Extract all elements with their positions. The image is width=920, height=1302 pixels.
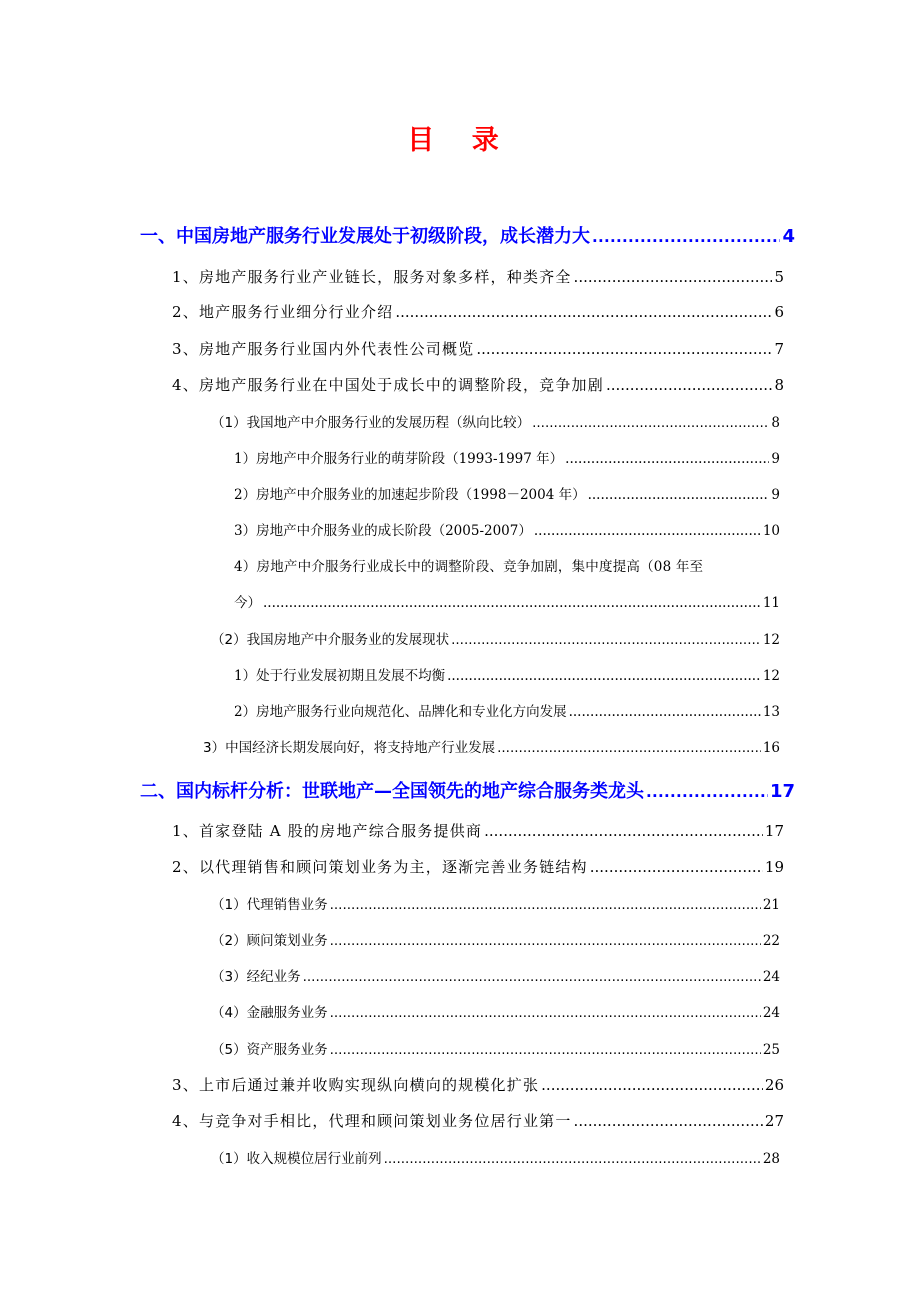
toc-page-number: 5 <box>774 268 784 286</box>
toc-entry-text: 3、房地产服务行业国内外代表性公司概览 <box>172 340 475 358</box>
toc-chapter-2[interactable] <box>140 777 795 803</box>
toc-entry-text: 2、地产服务行业细分行业介绍 <box>172 303 394 321</box>
toc-leader-dots <box>330 933 761 949</box>
toc-page-number: 13 <box>762 704 780 720</box>
toc-entry-text: （1）收入规模位居行业前列 <box>211 1151 382 1167</box>
toc-leader-dots <box>574 268 773 286</box>
toc-leader-dots <box>330 897 761 913</box>
toc-page-number: 26 <box>764 1076 784 1094</box>
toc-item-6[interactable] <box>234 700 780 720</box>
toc-leader-dots <box>384 1151 761 1167</box>
toc-subsection-2-2-2[interactable] <box>211 929 780 949</box>
toc-subsection-2-2-5[interactable] <box>211 1038 780 1058</box>
toc-leader-dots <box>330 1042 761 1058</box>
toc-entry-text: （2）我国房地产中介服务业的发展现状 <box>211 632 450 648</box>
toc-page-number: 17 <box>764 822 784 840</box>
toc-entry-text: 1）处于行业发展初期且发展不均衡 <box>234 668 446 684</box>
toc-page-number: 21 <box>762 897 780 913</box>
toc-item-4-line1[interactable]: 4）房地产中介服务行业成长中的调整阶段、竞争加剧，集中度提高（08 年至 <box>234 559 704 575</box>
toc-leader-dots <box>541 1076 763 1094</box>
toc-page-number: 12 <box>762 668 780 684</box>
toc-leader-dots <box>451 632 761 648</box>
toc-page-number: 16 <box>762 740 780 756</box>
toc-item-5[interactable] <box>234 664 780 684</box>
toc-leader-dots <box>590 858 763 876</box>
toc-entry-text: 二、国内标杆分析：世联地产—全国领先的地产综合服务类龙头 <box>140 781 644 802</box>
toc-entry-text: 1、房地产服务行业产业链长，服务对象多样，种类齐全 <box>172 268 572 286</box>
toc-section-2-3[interactable] <box>172 1074 784 1095</box>
toc-page-number: 28 <box>762 1151 780 1167</box>
toc-entry-text: 4、与竞争对手相比，代理和顾问策划业务位居行业第一 <box>172 1112 572 1130</box>
toc-entry-text: 3）中国经济长期发展向好，将支持地产行业发展 <box>203 740 496 756</box>
toc-subsection-1-4-1[interactable] <box>211 411 780 431</box>
toc-entry-text: （1）我国地产中介服务行业的发展历程（纵向比较） <box>211 415 531 431</box>
toc-leader-dots <box>395 303 772 321</box>
toc-entry-text: （5）资产服务业务 <box>211 1042 328 1058</box>
toc-page-number: 8 <box>771 415 780 431</box>
toc-page-number: 22 <box>762 933 780 949</box>
toc-entry-text: （1）代理销售业务 <box>211 897 328 913</box>
toc-entry-text: 一、中国房地产服务行业发展处于初级阶段，成长潜力大 <box>140 226 590 247</box>
toc-entry-text: 1、首家登陆 A 股的房地产综合服务提供商 <box>172 822 483 840</box>
toc-leader-dots <box>263 595 761 611</box>
toc-page-number: 27 <box>764 1112 784 1130</box>
toc-leader-dots <box>447 668 761 684</box>
toc-page-number: 10 <box>762 523 780 539</box>
toc-item-2[interactable] <box>234 483 780 503</box>
toc-page-number: 6 <box>774 303 784 321</box>
toc-leader-dots <box>476 340 772 358</box>
toc-leader-dots <box>532 415 769 431</box>
toc-leader-dots <box>534 523 761 539</box>
toc-page-number: 17 <box>769 781 795 802</box>
toc-item-3[interactable] <box>234 519 780 539</box>
toc-entry-text: 2）房地产服务行业向规范化、品牌化和专业化方向发展 <box>234 704 567 720</box>
toc-section-1-1[interactable] <box>172 266 784 287</box>
toc-entry-text: 2、以代理销售和顾问策划业务为主，逐渐完善业务链结构 <box>172 858 588 876</box>
toc-subsection-2-4-1[interactable] <box>211 1147 780 1167</box>
toc-page-number: 7 <box>774 340 784 358</box>
toc-leader-dots <box>565 451 769 467</box>
toc-page-number: 9 <box>771 487 780 503</box>
toc-section-1-4[interactable] <box>172 374 784 395</box>
toc-page-number: 24 <box>762 1005 780 1021</box>
toc-item-4[interactable] <box>234 591 780 611</box>
toc-entry-text: （4）金融服务业务 <box>211 1005 328 1021</box>
page-title: 目 录 <box>407 125 513 156</box>
toc-entry-text: 2）房地产中介服务业的加速起步阶段（1998－2004 年） <box>234 487 586 503</box>
toc-leader-dots <box>574 1112 763 1130</box>
toc-page-number: 4 <box>782 226 795 247</box>
toc-page-number: 12 <box>762 632 780 648</box>
toc-chapter-1[interactable] <box>140 222 795 248</box>
toc-subsection-1-4-2[interactable] <box>211 628 780 648</box>
toc-page-number: 9 <box>771 451 780 467</box>
toc-leader-dots <box>588 487 770 503</box>
toc-leader-dots <box>330 1005 761 1021</box>
toc-entry-text: 3）房地产中介服务业的成长阶段（2005-2007） <box>234 523 532 539</box>
toc-subsection-2-2-3[interactable] <box>211 965 780 985</box>
toc-page-number: 25 <box>762 1042 780 1058</box>
toc-page-number: 24 <box>762 969 780 985</box>
toc-section-2-4[interactable] <box>172 1110 784 1131</box>
toc-item-7[interactable] <box>203 736 780 756</box>
toc-leader-dots <box>484 822 763 840</box>
toc-entry-text: 3、上市后通过兼并收购实现纵向横向的规模化扩张 <box>172 1076 540 1094</box>
toc-item-1[interactable] <box>234 447 780 467</box>
toc-subsection-2-2-4[interactable] <box>211 1001 780 1021</box>
toc-entry-text: 今） <box>234 595 261 611</box>
toc-leader-dots <box>592 226 780 247</box>
toc-section-1-3[interactable] <box>172 338 784 359</box>
toc-leader-dots <box>606 376 773 394</box>
toc-page-number: 11 <box>762 595 780 611</box>
toc-subsection-2-2-1[interactable] <box>211 893 780 913</box>
toc-entry-text: （2）顾问策划业务 <box>211 933 328 949</box>
toc-entry-text: 4、房地产服务行业在中国处于成长中的调整阶段，竞争加剧 <box>172 376 604 394</box>
toc-leader-dots <box>646 781 768 802</box>
toc-leader-dots <box>303 969 761 985</box>
toc-entry-text: （3）经纪业务 <box>211 969 301 985</box>
toc-section-2-1[interactable] <box>172 820 784 841</box>
toc-section-2-2[interactable] <box>172 856 784 877</box>
toc-section-1-2[interactable] <box>172 301 784 322</box>
toc-leader-dots <box>569 704 761 720</box>
toc-page-number: 8 <box>774 376 784 394</box>
toc-leader-dots <box>497 740 761 756</box>
toc-page-number: 19 <box>764 858 784 876</box>
toc-entry-text: 1）房地产中介服务行业的萌芽阶段（1993-1997 年） <box>234 451 564 467</box>
